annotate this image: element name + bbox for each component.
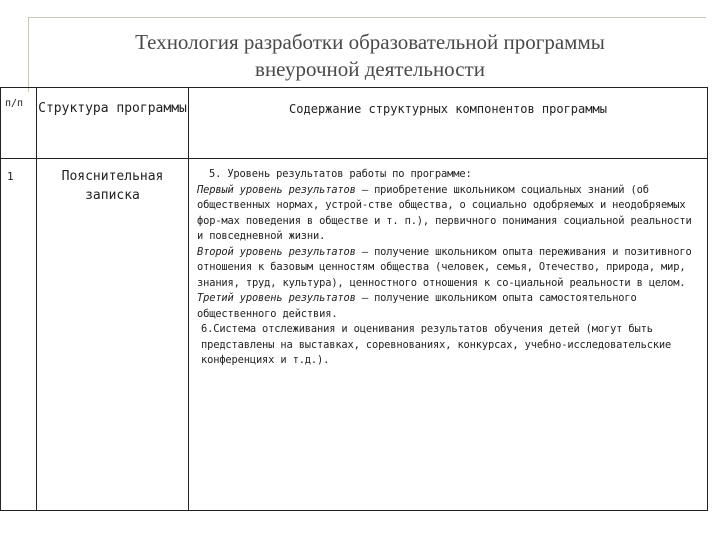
content-level-1 xyxy=(197,183,701,245)
decorative-left-line xyxy=(28,17,29,92)
content-paragraph-6: 6.Система отслеживания и оценивания результатов обучения детей (могут быть представлены на выставках, соревнованиях, конкурсах, учебно-исследовательские конференциях и т.д.). xyxy=(201,323,672,366)
row-content xyxy=(189,159,708,511)
level-3-text: — получение школьником опыта самостоятельного общественного действия. xyxy=(197,292,637,320)
row-structure: Пояснительная записка xyxy=(37,159,189,511)
title-line-2: внеурочной деятельности xyxy=(255,57,485,81)
table-row xyxy=(1,159,708,511)
page-title xyxy=(50,29,690,83)
level-1-text: — приобретение школьником социальных знаний (об общественных нормах, устрой-стве общества, о социально одобряемых и неодобряемых фор-мах поведения в обществе и т. п.), первичного понимания социальной реальности и повседневной жизни. xyxy=(197,183,692,242)
row-number: 1 xyxy=(1,159,37,511)
table-header-row xyxy=(1,88,708,159)
content-paragraph-5: 5. Уровень результатов работы по программе: xyxy=(209,168,472,180)
title-line-1: Технология разработки образовательной программы xyxy=(135,30,605,54)
level-2-label: Второй уровень результатов xyxy=(197,245,356,258)
header-number: п/п xyxy=(1,88,37,159)
level-3-label: Третий уровень результатов xyxy=(197,292,356,304)
program-structure-table xyxy=(0,87,708,511)
content-level-3 xyxy=(197,291,701,322)
content-level-2 xyxy=(197,245,701,292)
level-1-label: Первый уровень результатов xyxy=(197,183,356,196)
header-structure: Структура программы xyxy=(37,88,189,159)
level-2-text: — получение школьником опыта переживания и позитивного отношения к базовым ценностям общества (человек, семья, Отечество, природа, мир, знания, труд, культура), ценностного отношения к со-циальной реальности в целом. xyxy=(197,245,692,289)
header-content: Содержание структурных компонентов программы xyxy=(189,88,708,159)
decorative-top-line xyxy=(28,17,706,18)
